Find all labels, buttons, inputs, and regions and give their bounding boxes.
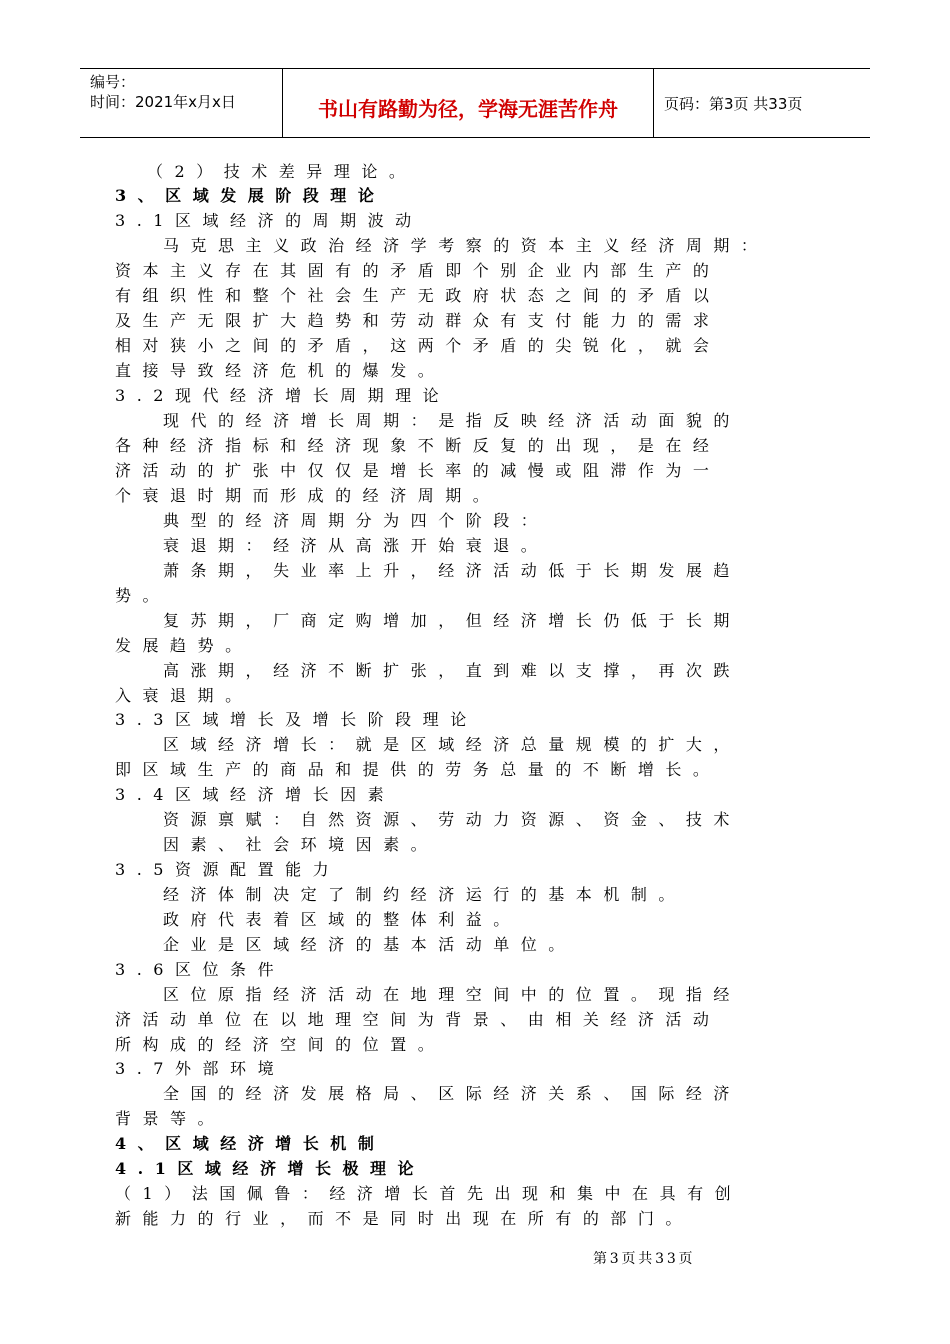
text-line: 有组织性和整个社会生产无政府状态之间的矛盾以	[115, 286, 721, 305]
text-line: 直接导致经济危机的爆发。	[115, 361, 446, 380]
text-line: 高涨期，经济不断扩张，直到难以支撑，再次跌	[163, 661, 741, 680]
doc-code-label: 编号：	[90, 73, 136, 91]
text-line: 个衰退时期而形成的经济周期。	[115, 486, 501, 505]
subsection-heading: 3.3区域增长及增长阶段理论	[115, 710, 478, 729]
text-line: 现代的经济增长周期：是指反映经济活动面貌的	[163, 411, 741, 430]
header-motto: 书山有路勤为径，学海无涯苦作舟	[318, 97, 618, 121]
doc-date: 时间：2021年x月x日	[90, 93, 236, 111]
subsection-heading: 4.1区域经济增长极理论	[115, 1159, 426, 1178]
text-line: 萧条期，失业率上升，经济活动低于长期发展趋	[163, 561, 741, 580]
text-line: 企业是区域经济的基本活动单位。	[163, 935, 576, 954]
subsection-heading: 3.5资源配置能力	[115, 860, 341, 879]
subsection-heading: 3.2现代经济增长周期理论	[115, 386, 451, 405]
header-right-cell	[654, 69, 870, 137]
text-line: 复苏期，厂商定购增加，但经济增长仍低于长期	[163, 611, 741, 630]
text-line: 典型的经济周期分为四个阶段：	[163, 511, 549, 530]
text-line: 区域经济增长：就是区域经济总量规模的扩大，	[163, 735, 741, 754]
text-line: 马克思主义政治经济学考察的资本主义经济周期：	[163, 236, 769, 255]
text-line: 及生产无限扩大趋势和劳动群众有支付能力的需求	[115, 311, 721, 330]
text-line: 新能力的行业，而不是同时出现在所有的部门。	[115, 1209, 693, 1228]
section-heading: 3、区域发展阶段理论	[115, 186, 386, 205]
text-line: 资本主义存在其固有的矛盾即个别企业内部生产的	[115, 261, 721, 280]
text-line: 区位原指经济活动在地理空间中的位置。现指经	[163, 985, 741, 1004]
text-line: （2）技术差异理论。	[147, 162, 417, 181]
text-line: 发展趋势。	[115, 636, 253, 655]
page-footer: 第3页共33页	[593, 1251, 696, 1267]
text-line: 经济体制决定了制约经济运行的基本机制。	[163, 885, 686, 904]
text-line: 所构成的经济空间的位置。	[115, 1035, 446, 1054]
subsection-heading: 3.1区域经济的周期波动	[115, 211, 423, 230]
text-line: 政府代表着区域的整体利益。	[163, 910, 521, 929]
text-line: 济活动的扩张中仅仅是增长率的减慢或阻滞作为一	[115, 461, 721, 480]
subsection-heading: 3.6区位条件	[115, 960, 286, 979]
subsection-heading: 3.4区域经济增长因素	[115, 785, 396, 804]
text-line: 势。	[115, 586, 171, 605]
page-header	[80, 68, 870, 138]
text-line: 各种经济指标和经济现象不断反复的出现，是在经	[115, 436, 721, 455]
text-line: （1）法国佩鲁：经济增长首先出现和集中在具有创	[115, 1184, 743, 1203]
text-line: 相对狭小之间的矛盾，这两个矛盾的尖锐化，就会	[115, 336, 721, 355]
header-mid-cell	[283, 69, 654, 137]
text-line: 资源禀赋：自然资源、劳动力资源、资金、技术	[163, 810, 741, 829]
text-line: 因素、社会环境因素。	[163, 835, 439, 854]
text-line: 背景等。	[115, 1109, 226, 1128]
text-line: 济活动单位在以地理空间为背景、由相关经济活动	[115, 1010, 721, 1029]
header-page-info: 页码：第3页 共33页	[664, 95, 803, 113]
text-line: 衰退期：经济从高涨开始衰退。	[163, 536, 549, 555]
text-line: 入衰退期。	[115, 686, 253, 705]
text-line: 即区域生产的商品和提供的劳务总量的不断增长。	[115, 760, 721, 779]
section-heading: 4、区域经济增长机制	[115, 1134, 386, 1153]
header-left-cell	[80, 69, 283, 137]
text-line: 全国的经济发展格局、区际经济关系、国际经济	[163, 1084, 741, 1103]
subsection-heading: 3.7外部环境	[115, 1059, 286, 1078]
